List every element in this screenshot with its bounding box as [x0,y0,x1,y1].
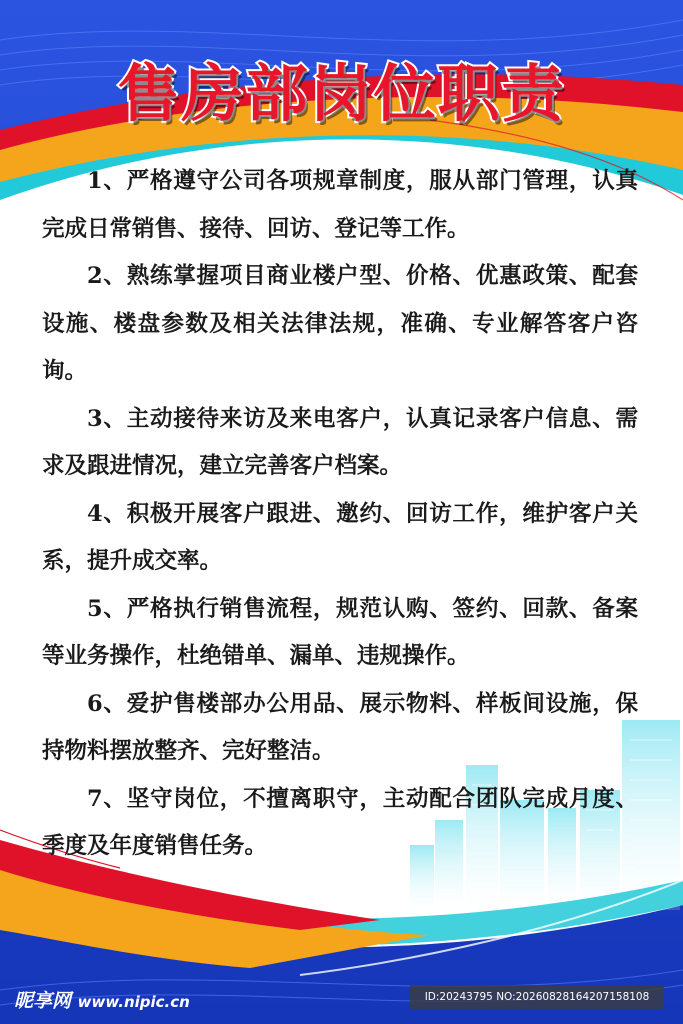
duties-list [42,158,638,871]
duty-item-6: 6、爱护售楼部办公用品、展示物料、样板间设施，保持物料摆放整齐、完好整洁。 [42,690,638,764]
duty-item-3: 3、主动接待来访及来电客户，认真记录客户信息、需求及跟进情况，建立完善客户档案。 [42,405,638,479]
watermark-id: ID:20243795 NO:20260828164207158108 [410,985,664,1009]
duty-item-4: 4、积极开展客户跟进、邀约、回访工作，维护客户关系，提升成交率。 [42,500,638,574]
duty-item-7: 7、坚守岗位，不擅离职守，主动配合团队完成月度、季度及年度销售任务。 [42,785,638,859]
duty-item-2: 2、熟练掌握项目商业楼户型、价格、优惠政策、配套设施、楼盘参数及相关法律法规，准确、专业解答客户咨询。 [42,263,638,384]
watermark-url: www.nipic.cn [77,993,190,1011]
duty-item-1: 1、严格遵守公司各项规章制度，服从部门管理，认真完成日常销售、接待、回访、登记等工作。 [42,168,638,242]
watermark-brand [14,986,190,1013]
watermark-brand-name: 昵享网 [14,990,72,1012]
page-title: 售房部岗位职责 [117,57,566,130]
duty-item-5: 5、严格执行销售流程，规范认购、签约、回款、备案等业务操作，杜绝错单、漏单、违规操作。 [42,595,638,669]
